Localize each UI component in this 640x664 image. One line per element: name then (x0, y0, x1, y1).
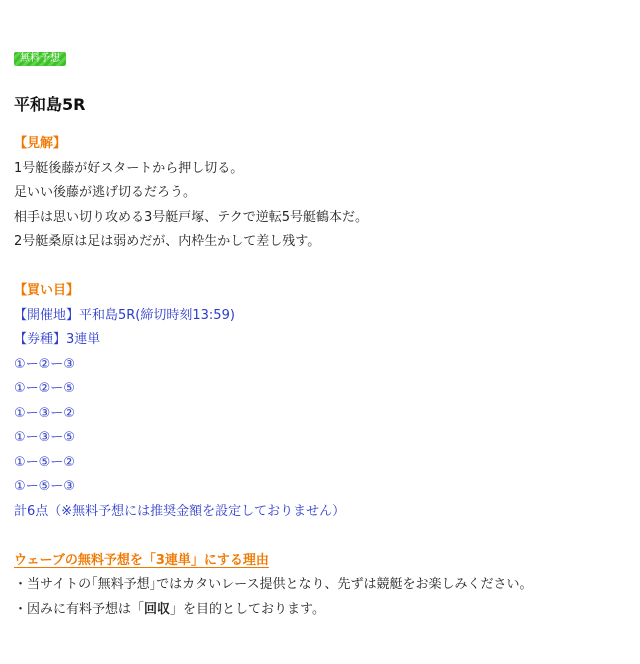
opinion-line: 足いい後藤が逃げ切るだろう。 (14, 185, 197, 200)
combo-line: ①ー③ー⑤ (14, 430, 75, 445)
race-title: 平和島5R (14, 95, 86, 114)
reason-line-2-pre: ・因みに有料予想は「 (14, 601, 145, 617)
article-body (14, 46, 626, 622)
combo-line: ①ー②ー⑤ (14, 381, 75, 396)
combo-line: ①ー⑤ー② (14, 454, 75, 470)
combo-line: ①ー③ー② (14, 405, 75, 421)
picks-heading: 【買い目】 (14, 283, 80, 298)
opinion-line: 相手は思い切り攻める3号艇戸塚、テクで逆転5号艇鶴本だ。 (14, 209, 369, 225)
reason-line-1: ・当サイトの｢無料予想｣ではカタいレース提供となり、先ずは競艇をお楽しみください。 (14, 577, 533, 592)
combo-line: ①ー②ー③ (14, 356, 75, 372)
opinion-line: 2号艇桑原は足は弱めだが、内枠生かして差し残す。 (14, 234, 321, 249)
reason-line-2-bold: 回収 (144, 601, 171, 617)
bet-type-line: 【券種】3連単 (14, 332, 101, 347)
reason-line-2 (14, 598, 626, 623)
reason-heading: ウェーブの無料予想を「3連単」にする理由 (14, 552, 269, 568)
combo-line: ①ー⑤ー③ (14, 479, 75, 494)
reason-line-2-post: 」を目的としております。 (170, 601, 325, 617)
opinion-heading: 【見解】 (14, 136, 67, 151)
opinion-line: 1号艇後藤が好スタートから押し切る。 (14, 160, 244, 176)
venue-line: 【開催地】平和島5R(締切時刻13:59) (14, 307, 235, 323)
free-prediction-badge: 無料予想 (14, 52, 66, 66)
total-line: 計6点（※無料予想には推奨金額を設定しておりません） (14, 503, 346, 519)
